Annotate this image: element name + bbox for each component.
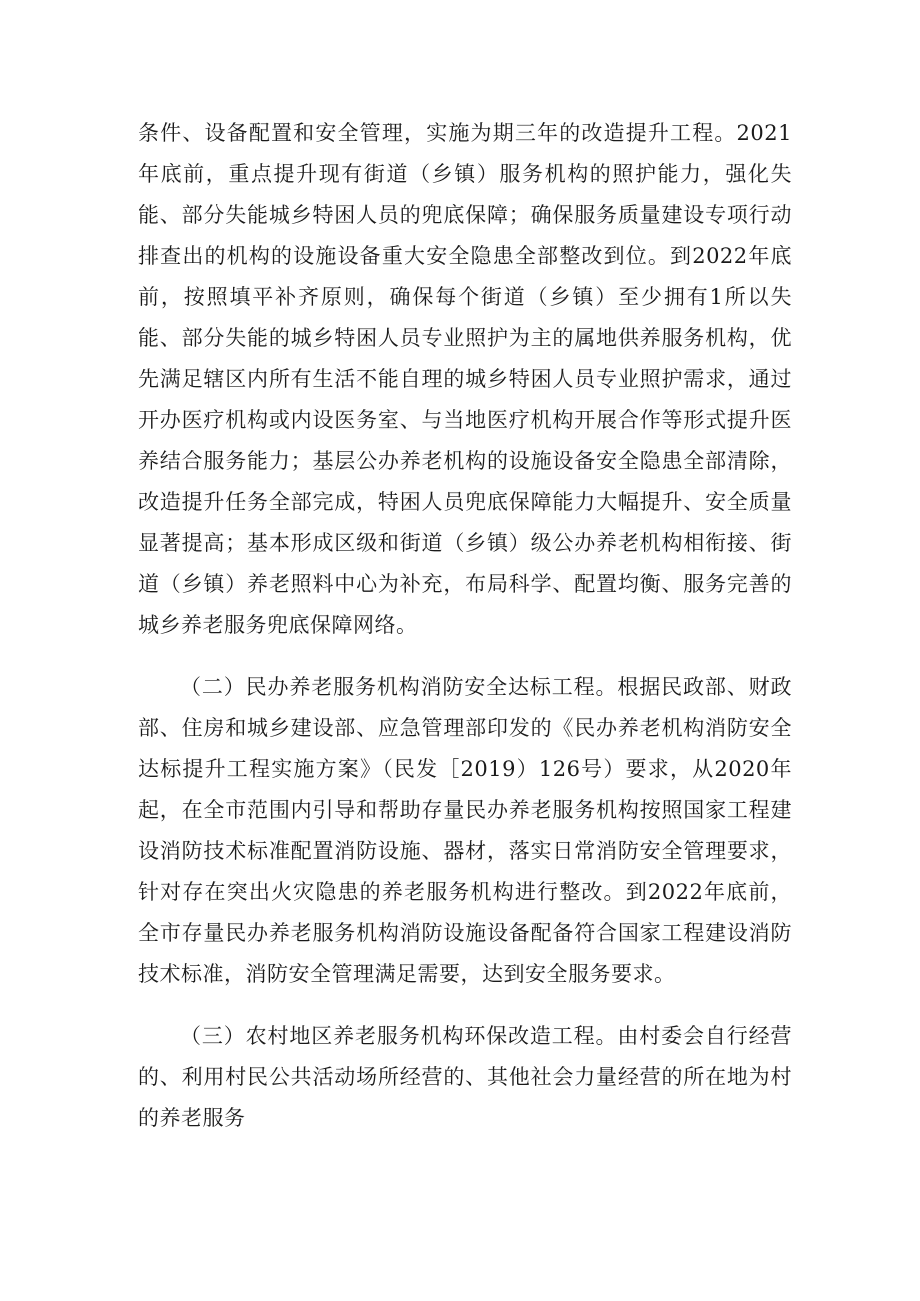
paragraph-continuation: 条件、设备配置和安全管理，实施为期三年的改造提升工程。2021年底前，重点提升现有街道（乡镇）服务机构的照护能力，强化失能、部分失能城乡特困人员的兜底保障；确保服务质量建设专项行动排查出的机构的设施设备重大安全隐患全部整改到位。到2022年底前，按照填平补齐原则，确保每个街道（乡镇）至少拥有1所以失能、部分失能的城乡特困人员专业照护为主的属地供养服务机构，优先满足辖区内所有生活不能自理的城乡特困人员专业照护需求，通过开办医疗机构或内设医务室、与当地医疗机构开展合作等形式提升医养结合服务能力；基层公办养老机构的设施设备安全隐患全部清除，改造提升任务全部完成，特困人员兜底保障能力大幅提升、安全质量显著提高；基本形成区级和街道（乡镇）级公办养老机构相衔接、街道（乡镇）养老照料中心为补充，布局科学、配置均衡、服务完善的城乡养老服务兜底保障网络。 <box>138 121 792 637</box>
document-body <box>138 113 792 1139</box>
paragraph-section-2: （二）民办养老服务机构消防安全达标工程。根据民政部、财政部、住房和城乡建设部、应急管理部印发的《民办养老机构消防安全达标提升工程实施方案》（民发［2019）126号）要求，从2020年起，在全市范围内引导和帮助存量民办养老服务机构按照国家工程建设消防技术标准配置消防设施、器材，落实日常消防安全管理要求，针对存在突出火灾隐患的养老服务机构进行整改。到2022年底前，全市存量民办养老服务机构消防设施设备配备符合国家工程建设消防技术标准，消防安全管理满足需要，达到安全服务要求。 <box>138 675 792 986</box>
paragraph-section-3: （三）农村地区养老服务机构环保改造工程。由村委会自行经营的、利用村民公共活动场所经营的、其他社会力量经营的所在地为村的养老服务 <box>138 1024 792 1130</box>
